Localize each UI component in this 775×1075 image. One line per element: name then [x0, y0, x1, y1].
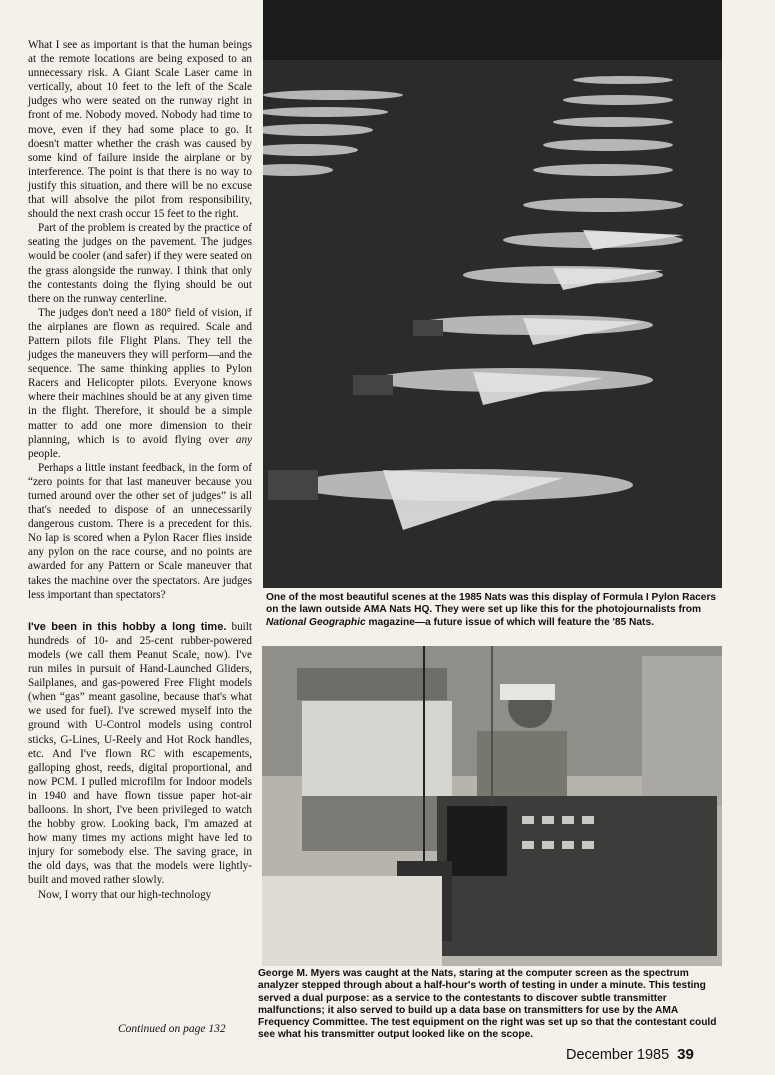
section-lead-in: I've been in this hobby a long time.: [28, 620, 227, 633]
pylon-racers-illustration: [263, 0, 722, 588]
caption-text: magazine—a future issue of which will feature the '85 Nats.: [365, 616, 654, 628]
article-paragraph: What I see as important is that the human beings at the remote locations are being exposed to an unnecessary risk. A Giant Scale Laser came in vertically, about 10 feet to the left of the Scale judges who were seated on the runway right in front of me. Nobody moved. Nobody had time to move, even if they had some place to go. It doesn't matter whether the crash was caused by some kind of failure inside the airplane or by interference. The point is that there is no way to justify this situation, and there will be no excuse that will absolve the pilot from responsibility, should the next crash occur 15 feet to the right.: [28, 39, 252, 221]
article-column: [28, 38, 252, 902]
photo-spectrum-analyzer: [262, 646, 722, 966]
issue-date: December 1985: [566, 1047, 670, 1063]
caption-magazine-title: National Geographic: [266, 616, 366, 628]
article-paragraph-text: built hundreds of 10- and 25-cent rubber-powered models (we call them Peanut Scale, now). I've run miles in pursuit of Hand-Launched Gliders, Sailplanes, and gas-powered Free Flight models (when “gas” meant gasoline, because that's what we used for fuel). I've screwed myself into the ground with U-Control models using control sticks, G-Lines, U-Reely and Hot Rock handles, etc. And I've flown RC with escapements, galloping ghost, reeds, digital proportional, and now PCM. I pulled microfilm for Indoor models in 1940 and have flown tissue paper hot-air balloons. In short, I've been privileged to watch the hobby grow. Looking back, I'm amazed at how many times my actions might have led to injury for somebody else. The saving grace, in the old days, was that the models were lightly-built and moved rather slowly.: [28, 620, 252, 887]
article-paragraph: [28, 306, 252, 461]
photo-caption-analyzer: George M. Myers was caught at the Nats, staring at the computer screen as the spectrum analyzer stepped through about a half-hour's worth of testing in under a minute. This testing served a dual purpose: as a service to the contestants to discover subtle transmitter malfunctions; it also served to build up a data base on transmitters for use by the AMA Frequency Committee. The test equipment on the right was set up so that the contestant could see what his transmitter output looked like on the scope.: [258, 968, 717, 1041]
caption-text: One of the most beautiful scenes at the 1985 Nats was this display of Formula I Pylon Racers on the lawn outside AMA Nats HQ. They were set up like this for the photojournalists from: [266, 592, 717, 616]
article-paragraph-tail: people.: [28, 447, 61, 460]
spectrum-analyzer-illustration: [262, 646, 722, 966]
photo-caption-racers: [266, 592, 724, 629]
continued-note: Continued on page 132: [118, 1023, 226, 1035]
article-paragraph: Part of the problem is created by the practice of seating the judges on the pavement. The judges would be cooler (and safer) if they were seated on the grass alongside the runway. I think that only the contestants doing the flying should be out there on the runway centerline.: [28, 222, 252, 305]
article-paragraph-text: The judges don't need a 180° field of vision, if the airplanes are flown as required. Scale and Pattern pilots file Flight Plans. They tell the judges the maneuvers they will perform—and the sequence. The same thinking applies to Pylon Racers and Helicopter pilots. Everyone knows where their machines should be at any given time in the flight. Therefore, it should be a simple matter to add one more dimension to their planning, which is to avoid flying over: [28, 306, 252, 446]
article-paragraph: [28, 620, 252, 888]
emphasis-word: any: [235, 433, 252, 446]
article-paragraph: Now, I worry that our high-technology: [38, 888, 212, 901]
article-paragraph: Perhaps a little instant feedback, in the form of “zero points for that last maneuver because you turned around over the other set of judges” is all that's needed to dispose of an unnecessarily dangerous custom. There is a precedent for this. No lap is scored when a Pylon Racer flies inside any pylon on the race course, and no points are awarded for any Pattern or Scale maneuver that takes the machine over the spectators. Are judges less important than spectators?: [28, 461, 252, 601]
page-footer: [566, 1046, 736, 1063]
page-number: 39: [677, 1046, 694, 1063]
photo-pylon-racers: [263, 0, 722, 588]
